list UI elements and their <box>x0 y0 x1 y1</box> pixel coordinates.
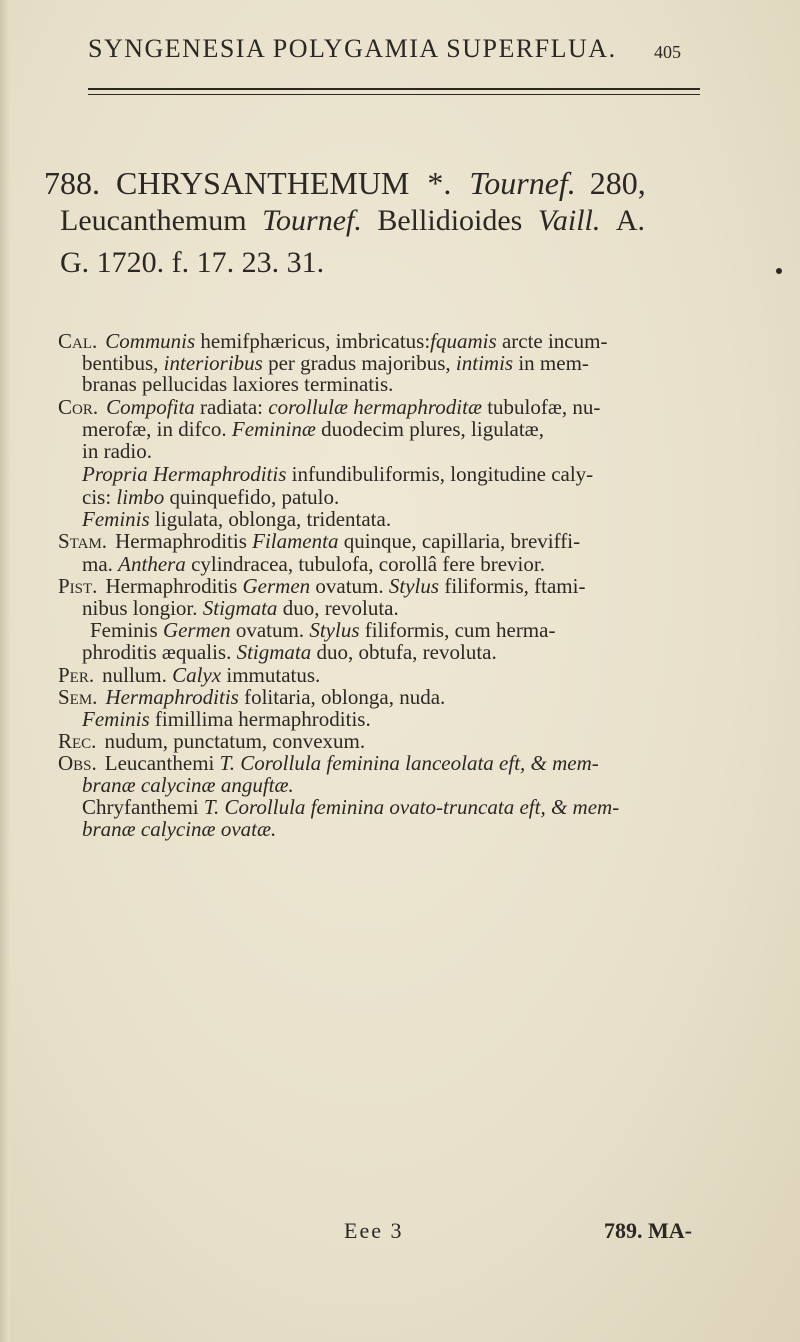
section-label: Obs. <box>58 751 97 775</box>
text-run: ovatum. <box>230 618 310 642</box>
header-rule <box>88 88 700 95</box>
text-run: immutatus. <box>221 663 321 687</box>
synonym-line-2 <box>60 246 324 280</box>
section-label: Cal. <box>58 329 98 353</box>
text-run: tubulofæ, nu- <box>481 395 601 419</box>
italic-term: Stylus <box>309 618 360 642</box>
italic-term: fquamis <box>430 329 497 353</box>
page-number: 405 <box>654 42 681 62</box>
text-run: arcte incum- <box>496 329 608 353</box>
italic-term: Compofita <box>106 395 195 419</box>
binding-edge <box>0 0 10 1342</box>
text-run: radiata: <box>194 395 269 419</box>
section-label: Cor. <box>58 395 99 419</box>
italic-term: branæ calycinæ ovatæ. <box>82 817 277 841</box>
section-label: Per. <box>58 663 95 687</box>
text-run: in mem- <box>513 351 589 375</box>
text-run: cylindracea, tubulofa, corollâ fere brevior. <box>185 552 545 576</box>
text-line <box>58 664 320 686</box>
text-run: bentibus, <box>82 351 164 375</box>
text-run: nibus longior. <box>82 596 203 620</box>
text-line <box>58 730 365 752</box>
italic-term: Stigmata <box>202 596 278 620</box>
text-run: in radio. <box>82 439 152 463</box>
section-label: Rec. <box>58 729 97 753</box>
text-run: phroditis æqualis. <box>82 640 237 664</box>
text-run: fimillima hermaphroditis. <box>149 707 371 731</box>
text-line <box>82 796 619 818</box>
text-run: quinque, capillaria, breviffi- <box>338 529 581 553</box>
text-run: merofæ, in difco. <box>82 417 232 441</box>
text-run: ligulata, oblonga, tridentata. <box>149 507 392 531</box>
italic-term: T. Corollula feminina lanceolata eft, & mem- <box>219 751 599 775</box>
italic-term: Stylus <box>388 574 440 598</box>
section-label: Pist. <box>58 574 98 598</box>
text-run: ma. <box>82 552 119 576</box>
text-run: nudum, punctatum, convexum. <box>104 729 366 753</box>
text-line <box>82 553 545 575</box>
text-line <box>82 508 391 530</box>
text-run: filiformis, cum herma- <box>359 618 556 642</box>
text-line <box>82 440 152 462</box>
text-run: Feminis <box>90 618 163 642</box>
text-line <box>82 352 589 374</box>
signature-mark: Eee 3 <box>344 1218 404 1243</box>
italic-term: Feminis <box>82 707 150 731</box>
italic-term: limbo <box>116 485 165 509</box>
text-line <box>82 641 497 663</box>
italic-term: Germen <box>242 574 311 598</box>
text-run: per gradus majoribus, <box>262 351 456 375</box>
text-line <box>58 396 600 418</box>
text-line <box>58 575 585 597</box>
entry-number: 788. <box>44 165 100 201</box>
synonym-name: Bellidioides <box>377 204 523 237</box>
ink-speck <box>776 268 782 274</box>
text-line <box>82 818 276 840</box>
italic-term: Germen <box>162 618 231 642</box>
running-head: SYNGENESIA POLYGAMIA SUPERFLUA. <box>88 34 617 63</box>
italic-term: corollulæ hermaphroditæ <box>268 395 482 419</box>
text-line <box>82 774 294 796</box>
text-line <box>58 752 599 774</box>
text-run: cis: <box>82 485 117 509</box>
genus-author: Tournef. <box>469 165 576 201</box>
text-run: duodecim plures, ligulatæ, <box>315 417 544 441</box>
text-run: nullum. <box>102 663 173 687</box>
text-line <box>82 486 339 508</box>
text-line <box>58 330 607 352</box>
synonym-author: Tournef. <box>262 204 362 237</box>
genus-mark: *. <box>427 165 452 201</box>
text-run: filiformis, ftami- <box>439 574 586 598</box>
text-run: Hermaphroditis <box>105 574 243 598</box>
catchword: 789. MA- <box>604 1218 692 1243</box>
text-run: infundibuliformis, longitudine caly- <box>286 462 594 486</box>
text-line <box>58 530 580 552</box>
text-run: duo, obtufa, revoluta. <box>311 640 497 664</box>
text-run: folitaria, oblonga, nuda. <box>238 685 446 709</box>
text-run: ovatum. <box>310 574 389 598</box>
text-run: Chryfanthemi <box>82 795 204 819</box>
italic-term: Propria Hermaphroditis <box>82 462 287 486</box>
synonym-line-1 <box>60 204 645 238</box>
italic-term: Stigmata <box>236 640 312 664</box>
synonym-reference: G. 1720. f. 17. 23. 31. <box>60 246 325 279</box>
italic-term: Hermaphroditis <box>105 685 239 709</box>
genus-heading <box>44 165 646 202</box>
text-run: quinquefido, patulo. <box>164 485 340 509</box>
text-line <box>82 708 371 730</box>
text-line <box>82 373 393 395</box>
synonym-name: Leucanthemum <box>60 204 247 237</box>
text-line <box>90 619 555 641</box>
italic-term: Femininæ <box>231 417 316 441</box>
genus-author-page: 280, <box>589 165 646 201</box>
italic-term: Anthera <box>118 552 186 576</box>
italic-term: Calyx <box>172 663 222 687</box>
italic-term: intimis <box>455 351 514 375</box>
italic-term: Communis <box>105 329 196 353</box>
text-line <box>58 686 445 708</box>
italic-term: branæ calycinæ anguftæ. <box>82 773 294 797</box>
section-label: Stam. <box>58 529 108 553</box>
text-run: Leucanthemi <box>104 751 220 775</box>
italic-term: Filamenta <box>252 529 339 553</box>
text-run: Hermaphroditis <box>115 529 253 553</box>
text-line <box>82 597 399 619</box>
italic-term: interioribus <box>163 351 263 375</box>
italic-term: Feminis <box>82 507 150 531</box>
text-line <box>82 418 544 440</box>
text-run: duo, revoluta. <box>277 596 399 620</box>
genus-name: CHRYSANTHEMUM <box>116 165 410 201</box>
text-line <box>82 463 593 485</box>
italic-term: T. Corollula feminina ovato-truncata eft, & mem- <box>203 795 620 819</box>
text-run: hemifphæricus, imbricatus: <box>195 329 431 353</box>
text-run: branas pellucidas laxiores terminatis. <box>82 372 394 396</box>
synonym-reference: A. <box>615 204 646 237</box>
synonym-author: Vaill. <box>537 204 601 237</box>
section-label: Sem. <box>58 685 98 709</box>
